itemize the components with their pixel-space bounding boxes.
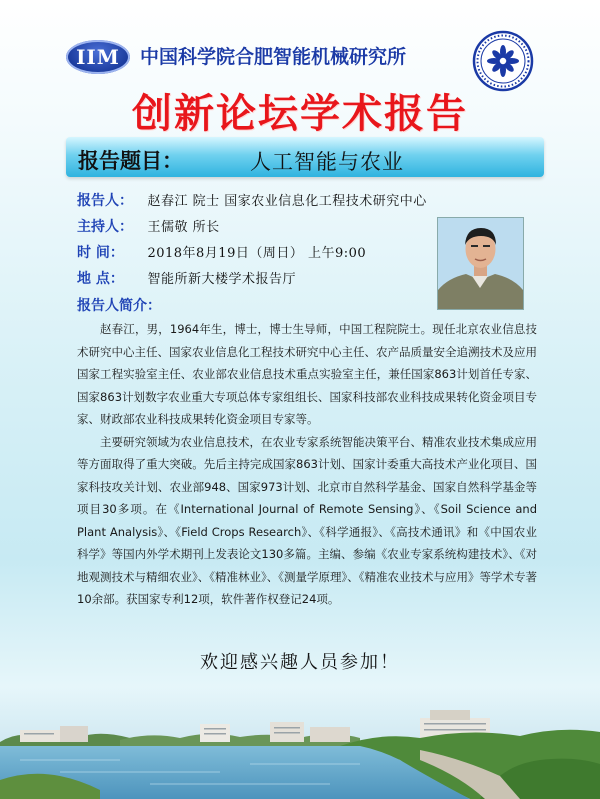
speaker-row — [77, 190, 427, 212]
time-value: 2018年8月19日（周日） 上午9:00 — [147, 246, 367, 261]
topic-bar — [66, 137, 544, 177]
host-value: 王儒敬 所长 — [147, 220, 220, 235]
bio-paragraph-2: 主要研究领域为农业信息技术，在农业专家系统智能决策平台、精准农业技术集成应用等方面取得了重大突破。先后主持完成国家863计划、国家计委重大高技术产业化项目、国家科技攻关计划、农业部948、国家973计划、北京市自然科学基金、国家自然科学基金等项目30多项。在《International Journal of Remote Sensing》、《Soil Science and Plant Analysis》、《Field Crops Research》、《科学通报》、《高技术通讯》和《中国农业科学》等国内外学术期刊上发表论文130多篇。主编、参编《农业专家系统构建技术》、《对地观测技术与精细农业》、《精准林业》、《测量学原理》、《精准农业技术与应用》等学术专著10余部。获国家专利12项，软件著作权登记24项。 — [77, 434, 537, 606]
page-title: 创新论坛学术报告 — [132, 91, 468, 137]
speaker-label: 报告人： — [77, 193, 133, 209]
person-portrait-icon — [438, 218, 523, 309]
place-row — [77, 268, 296, 290]
topic-label: 报告题目： — [78, 149, 183, 173]
host-label: 主持人： — [77, 219, 133, 235]
bio-paragraph-1: 赵春江，男，1964年生，博士，博士生导师，中国工程院院士。现任北京农业信息技术研究中心主任、国家农业信息化工程技术研究中心主任、农产品质量安全追溯技术及应用国家工程实验室主任、农业部农业信息技术重点实验室主任，兼任国家863计划首任专家、国家863计划数字农业重大专项总体专家组组长、国家科技部农业科技成果转化资金项目专家、财政部农业科技成果转化资金项目专家等。 — [77, 322, 537, 426]
topic-value: 人工智能与农业 — [250, 150, 404, 174]
place-label: 地 点： — [77, 271, 124, 287]
speaker-photo — [437, 217, 524, 310]
speaker-value: 赵春江 院士 国家农业信息化工程技术研究中心 — [147, 194, 427, 209]
time-row — [77, 242, 366, 264]
place-value: 智能所新大楼学术报告厅 — [147, 272, 296, 287]
time-label: 时 间： — [77, 245, 124, 261]
welcome-message: 欢迎感兴趣人员参加！ — [200, 652, 400, 673]
bio-heading: 报告人简介： — [77, 298, 161, 314]
campus-lake-scene — [0, 680, 600, 799]
host-row — [77, 216, 220, 238]
bio-section — [77, 318, 537, 611]
iim-logo: IIM — [66, 40, 130, 74]
institute-name: 中国科学院合肥智能机械研究所 — [140, 46, 407, 68]
